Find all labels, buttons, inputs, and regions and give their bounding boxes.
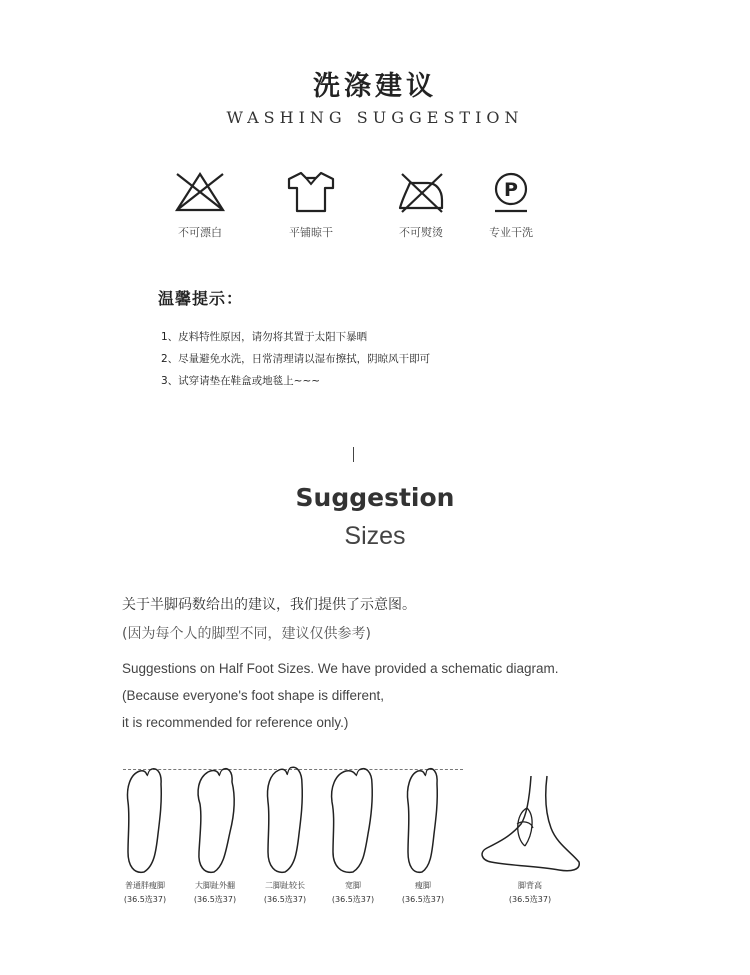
size-note-en: Suggestions on Half Foot Sizes. We have provided a schematic diagram.: [122, 661, 559, 676]
foot-outline-icon: [260, 762, 310, 877]
foot-bunion: [180, 762, 250, 905]
professional-dry-clean-icon: [484, 170, 538, 214]
dry-clean-glyph: P: [504, 179, 518, 201]
tips-list: [161, 326, 430, 392]
washing-subtitle: WASHING SUGGESTION: [226, 108, 524, 127]
no-bleach-icon: [173, 170, 227, 214]
foot-label: 脚背高: [518, 881, 542, 890]
care-label: 平铺晾干: [289, 226, 333, 239]
section-divider: [353, 447, 354, 462]
dry-flat-icon: [284, 170, 338, 214]
foot-label: 瘦脚: [415, 881, 431, 890]
care-label: 专业干洗: [489, 226, 533, 239]
foot-size: (36.5选37): [193, 895, 237, 904]
size-note-cn-disclaimer: (因为每个人的脚型不同，建议仅供参考): [122, 626, 371, 642]
foot-normal: [110, 762, 180, 905]
care-symbol-dry-flat: [256, 170, 366, 240]
foot-long-second-toe: [250, 762, 320, 905]
foot-size: (36.5选37): [263, 895, 307, 904]
care-symbol-no-bleach: [145, 170, 255, 240]
size-note-en-disclaimer-1: (Because everyone's foot shape is different,: [122, 688, 384, 703]
foot-label: 普通胖瘦脚: [125, 881, 165, 890]
foot-side-view-icon: [475, 762, 585, 877]
foot-outline-icon: [120, 762, 170, 877]
foot-narrow: [388, 762, 458, 905]
size-subheading: Sizes: [344, 522, 406, 550]
foot-label: 宽脚: [345, 881, 361, 890]
foot-outline-icon: [398, 762, 448, 877]
tip-item: 3、试穿请垫在鞋盒或地毯上~~~: [161, 375, 321, 387]
tip-item: 1、皮料特性原因，请勿将其置于太阳下暴晒: [161, 331, 368, 343]
tips-title: 温馨提示：: [158, 289, 244, 308]
no-iron-icon: [394, 170, 448, 214]
foot-size: (36.5选37): [401, 895, 445, 904]
foot-label: 二脚趾较长: [265, 881, 305, 890]
washing-title: 洗涤建议: [313, 71, 437, 102]
care-symbol-dry-clean: [456, 170, 566, 240]
foot-outline-icon: [190, 762, 240, 877]
foot-label: 大脚趾外翻: [195, 881, 235, 890]
size-note-en-disclaimer-2: it is recommended for reference only.): [122, 715, 349, 730]
foot-outline-icon: [325, 762, 381, 877]
foot-wide: [318, 762, 388, 905]
size-note-cn: 关于半脚码数给出的建议，我们提供了示意图。: [122, 597, 416, 613]
foot-size: (36.5选37): [331, 895, 375, 904]
foot-high-instep: [475, 762, 585, 905]
foot-size: (36.5选37): [508, 895, 552, 904]
care-label: 不可熨烫: [399, 226, 443, 239]
size-heading: Suggestion: [295, 483, 455, 512]
care-label: 不可漂白: [178, 226, 222, 239]
foot-size: (36.5选37): [123, 895, 167, 904]
tip-item: 2、尽量避免水洗，日常清理请以湿布擦拭，阴晾风干即可: [161, 353, 431, 365]
